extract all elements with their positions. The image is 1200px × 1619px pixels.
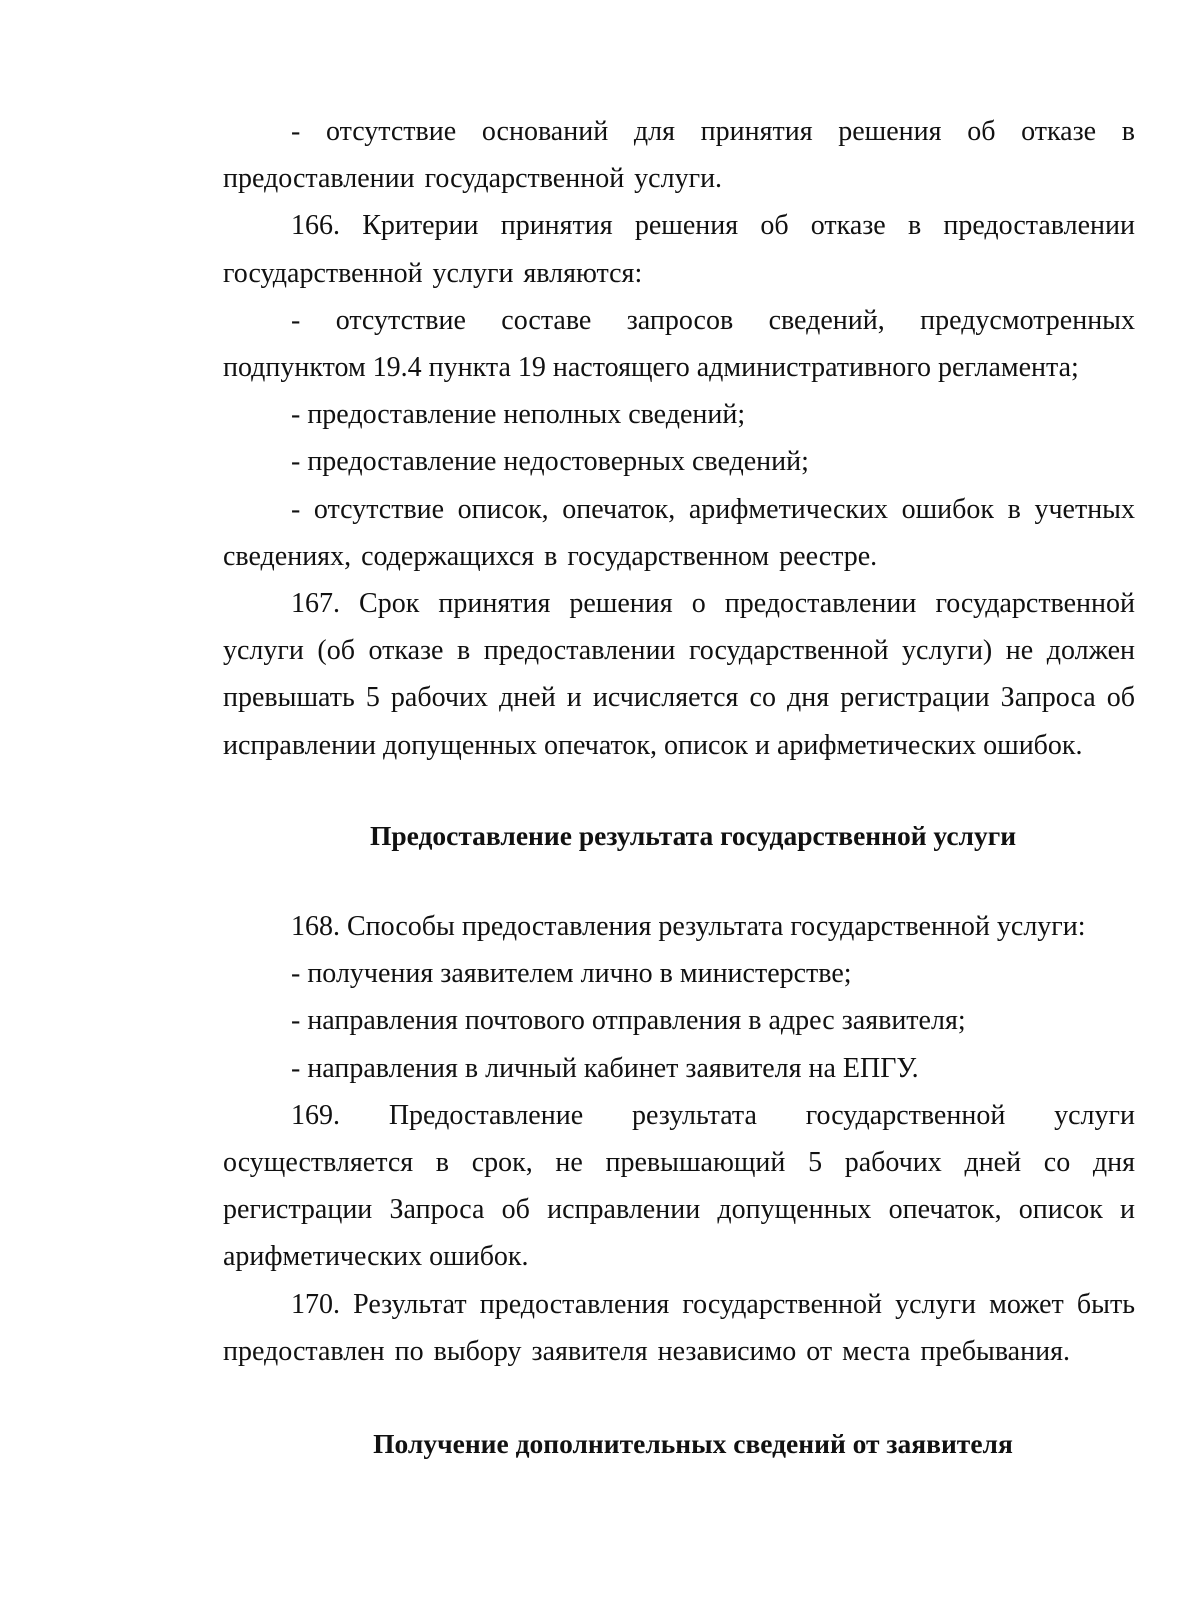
paragraph-incomplete-data: - предоставление неполных сведений; (291, 399, 746, 431)
paragraph-169-delivery-deadline: 169. Предоставление результата государственной услуги осуществляется в срок, не превышающий 5 рабочих дней со дня регистрации Запроса об исправлении допущенных опечаток, описок и арифметических ошибок. (223, 1099, 1135, 1273)
paragraph-postal-delivery: - направления почтового отправления в адрес заявителя; (291, 1005, 966, 1037)
paragraph-167-decision-deadline: 167. Срок принятия решения о предоставлении государственной услуги (об отказе в предоставлении государственной услуги) не должен превышать 5 рабочих дней и исчисляется со дня регистрации Запроса об исправлении допущенных опечаток, описок и арифметических ошибок. (223, 588, 1135, 761)
section-heading-additional-info: Получение дополнительных сведений от заявителя (373, 1428, 1013, 1460)
paragraph-missing-request-data: - отсутствие составе запросов сведений, предусмотренных подпунктом 19.4 пункта 19 настоящего административного регламента; (223, 304, 1135, 384)
paragraph-unreliable-data: - предоставление недостоверных сведений; (291, 446, 809, 478)
document-body (223, 108, 1135, 1467)
paragraph-166-refusal-criteria: 166. Критерии принятия решения об отказе в предоставлении государственной услуги являются: (223, 210, 1135, 289)
paragraph-in-person-at-ministry: - получения заявителем лично в министерстве; (291, 958, 852, 990)
paragraph-no-typos-in-registry: - отсутствие описок, опечаток, арифметических ошибок в учетных сведениях, содержащихся в государственном реестре. (223, 493, 1135, 572)
section-heading-result-delivery: Предоставление результата государственной услуги (369, 819, 1017, 851)
paragraph-168-delivery-methods: 168. Способы предоставления результата государственной услуги: (291, 911, 1086, 943)
paragraph-170-any-location: 170. Результат предоставления государственной услуги может быть предоставлен по выбору заявителя независимо от места пребывания. (223, 1288, 1135, 1367)
paragraph-no-grounds-for-refusal: - отсутствие оснований для принятия решения об отказе в предоставлении государственной услуги. (223, 116, 1135, 195)
paragraph-epgu-cabinet: - направления в личный кабинет заявителя на ЕПГУ. (291, 1052, 919, 1084)
